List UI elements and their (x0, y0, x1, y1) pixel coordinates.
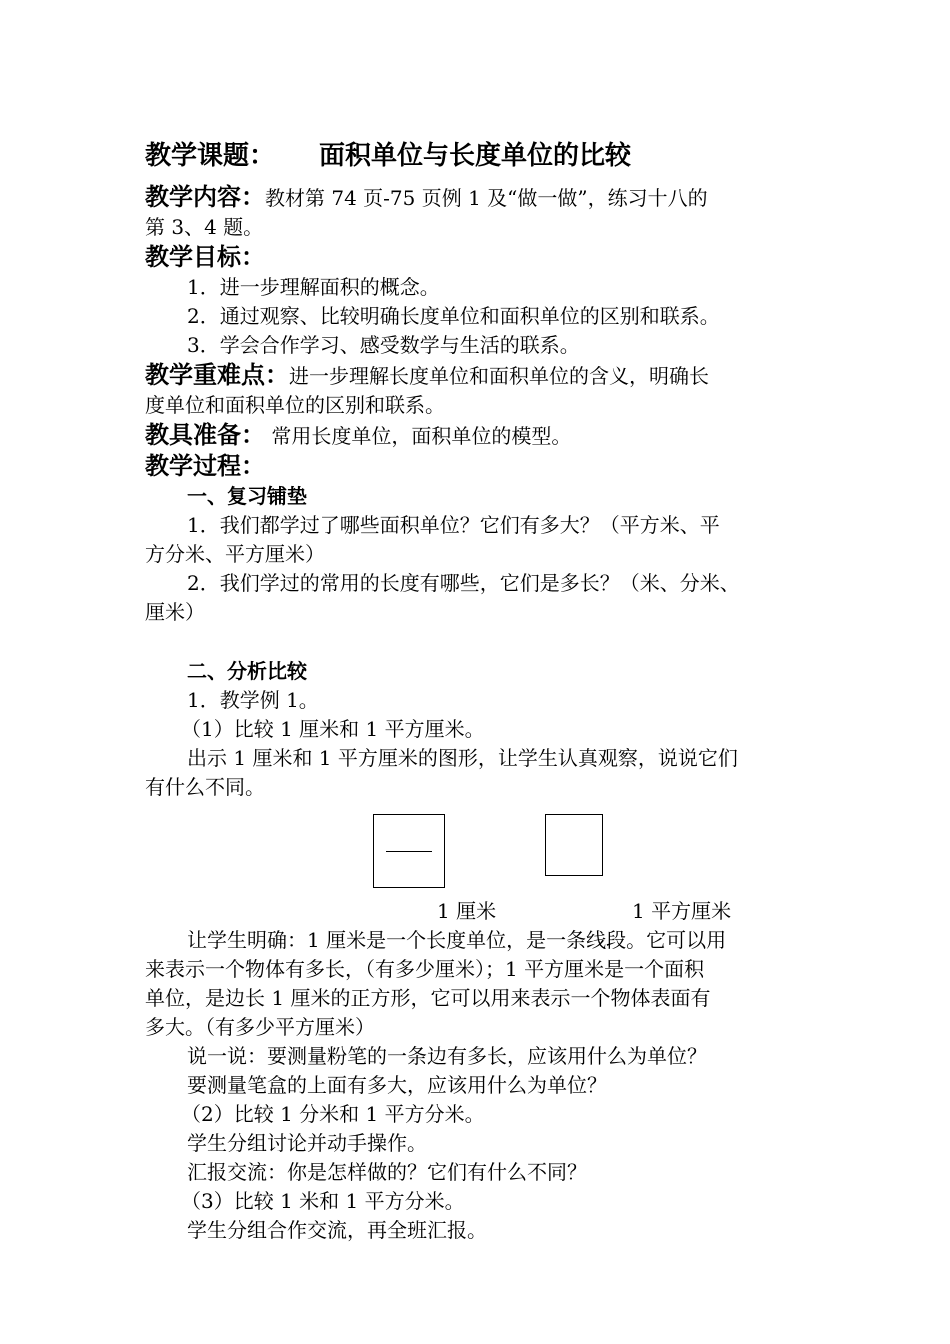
section1-line-1: 1．我们都学过了哪些面积单位？它们有多大？（平方米、平 (187, 513, 720, 537)
section2-after-line-5: 说一说：要测量粉笔的一条边有多长，应该用什么为单位？ (187, 1044, 707, 1068)
section2-line-3: 出示 1 厘米和 1 平方厘米的图形，让学生认真观察，说说它们 (187, 746, 738, 770)
section1-heading (145, 482, 810, 511)
tools-line (145, 420, 810, 451)
figure-label-sqcm: 1 平方厘米 (632, 899, 732, 923)
figure-label-cm: 1 厘米 (437, 899, 497, 923)
lesson-title (145, 130, 810, 182)
content-label: 教学内容： (145, 183, 265, 211)
one-centimeter-line-segment (386, 851, 432, 852)
section2-after-line-1: 让学生明确：1 厘米是一个长度单位，是一条线段。它可以用 (187, 928, 727, 952)
section2-line-1: 1．教学例 1。 (187, 688, 319, 712)
goal-item-3: 3．学会合作学习、感受数学与生活的联系。 (187, 333, 580, 357)
section2-after-line-10: （3）比较 1 米和 1 平方分米。 (181, 1189, 465, 1213)
process-label: 教学过程： (145, 452, 265, 480)
goal-item-1: 1．进一步理解面积的概念。 (187, 275, 440, 299)
content-line-2: 第 3、4 题。 (145, 215, 264, 239)
section2-after-line-9: 汇报交流：你是怎样做的？它们有什么不同？ (187, 1160, 587, 1184)
goals-heading (145, 242, 810, 273)
tools-text: 常用长度单位，面积单位的模型。 (271, 424, 572, 448)
section2-after-line-6: 要测量笔盒的上面有多大，应该用什么为单位？ (187, 1073, 607, 1097)
section2-after-line-11: 学生分组合作交流，再全班汇报。 (187, 1218, 487, 1242)
lesson-title-label: 教学课题： (145, 141, 276, 171)
figure-labels (145, 896, 810, 926)
content-line-1 (145, 182, 810, 213)
section1-heading-text: 一、复习铺垫 (187, 484, 307, 508)
goal-item-2: 2．通过观察、比较明确长度单位和面积单位的区别和联系。 (187, 304, 720, 328)
section1-line-3: 2．我们学过的常用的长度有哪些，它们是多长？（米、分米、 (187, 571, 740, 595)
tools-label: 教具准备： (145, 421, 265, 449)
section2-after-line-2: 来表示一个物体有多长，（有多少厘米）；1 平方厘米是一个面积 (145, 957, 705, 981)
section2-after-line-4: 多大。（有多少平方厘米） (145, 1015, 375, 1039)
document-page (145, 130, 810, 1245)
process-heading (145, 451, 810, 482)
content-text-1: 教材第 74 页-75 页例 1 及“做一做”，练习十八的 (265, 186, 708, 210)
section2-after-line-3: 单位，是边长 1 厘米的正方形，它可以用来表示一个物体表面有 (145, 986, 711, 1010)
key-points-line-2: 度单位和面积单位的区别和联系。 (145, 393, 445, 417)
section2-heading (145, 657, 810, 686)
section2-after-line-8: 学生分组讨论并动手操作。 (187, 1131, 427, 1155)
key-points-line-1 (145, 360, 810, 391)
key-points-label: 教学重难点： (145, 361, 289, 389)
section1-line-4: 厘米） (145, 600, 205, 624)
lesson-title-text: 面积单位与长度单位的比较 (319, 141, 632, 171)
one-centimeter-figure (373, 814, 445, 888)
section2-line-2: （1）比较 1 厘米和 1 平方厘米。 (181, 717, 485, 741)
section2-line-4: 有什么不同。 (145, 775, 265, 799)
section2-after-line-7: （2）比较 1 分米和 1 平方分米。 (181, 1102, 485, 1126)
unit-figures (145, 802, 810, 896)
blank-line (145, 627, 810, 657)
section2-heading-text: 二、分析比较 (187, 659, 307, 683)
section1-line-2: 方分米、平方厘米） (145, 542, 325, 566)
goals-label: 教学目标： (145, 243, 265, 271)
key-points-text-1: 进一步理解长度单位和面积单位的含义，明确长 (289, 364, 709, 388)
one-square-centimeter-figure (545, 814, 603, 876)
